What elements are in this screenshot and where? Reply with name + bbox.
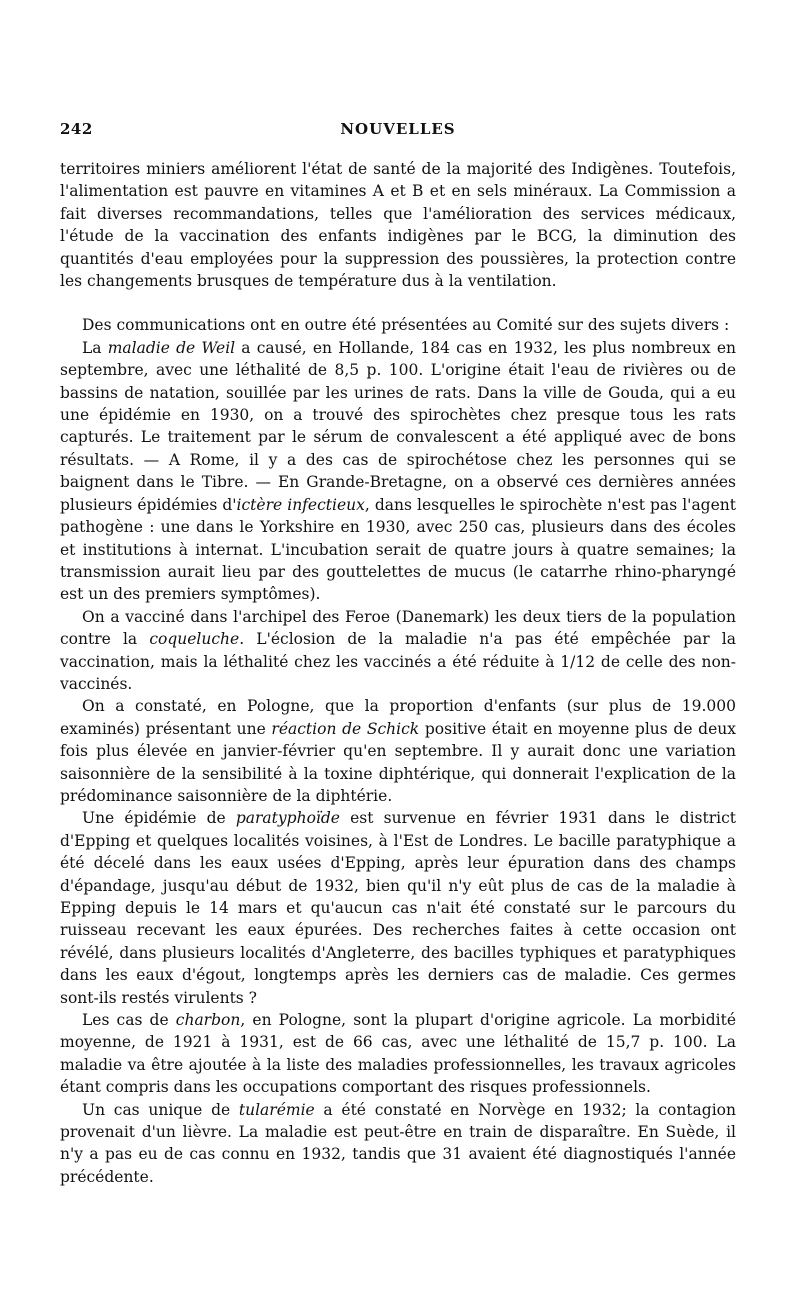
paragraph-schick-reaction xyxy=(60,695,736,807)
text-run: positive était en moyenne plus de deux fois plus élevée en janvier-février qu'en septembre. Il y aurait donc une variation saisonnière de la sensibilité à la toxine diphtérique, qui donnerait l'explication de la prédominance saisonnière de la diphtérie. xyxy=(60,719,736,805)
text-run: a été constaté en Norvège en 1932; la contagion provenait d'un lièvre. La maladie est peut-être en train de disparaître. En Suède, il n'y a pas eu de cas connu en 1932, tandis que 31 avaient été diagnostiqués l'année précédente. xyxy=(60,1100,736,1186)
italic-term: coqueluche xyxy=(149,630,240,649)
page-header xyxy=(60,118,736,142)
text-run: territoires miniers améliorent l'état de santé de la majorité des Indigènes. Toutefois, l'alimentation est pauvre en vitamines A et B et en sels minéraux. La Commission a fait diverses recommandations, telles que l'amélioration des services médicaux, l'étude de la vaccination des enfants indigènes par le BCG, la diminution des quantités d'eau employées pour la suppression des poussières, la protection contre les changements brusques de température dus à la ventilation. xyxy=(60,160,736,291)
italic-term: maladie de Weil xyxy=(107,338,236,357)
paragraph-weil-disease xyxy=(60,337,736,606)
paragraph-mining-territories xyxy=(60,158,736,292)
text-run: La xyxy=(82,338,108,357)
text-run: Les cas de xyxy=(82,1011,176,1030)
italic-term: tularémie xyxy=(238,1100,315,1119)
text-run: On a constaté, en Pologne, que la proportion d'enfants (sur plus de 19.000 examinés) présentant une xyxy=(60,697,736,738)
italic-term: ictère infectieux xyxy=(236,495,365,514)
paragraph-tularemia xyxy=(60,1099,736,1189)
italic-term: charbon xyxy=(175,1011,241,1030)
text-run: On a vacciné dans l'archipel des Feroe (Danemark) les deux tiers de la population contre la xyxy=(60,607,736,649)
document-page xyxy=(60,118,736,1188)
text-run: Une épidémie de xyxy=(82,809,236,828)
page-number: 242 xyxy=(60,120,93,138)
paragraph-whooping-cough xyxy=(60,606,736,696)
text-run: a causé, en Hollande, 184 cas en 1932, les plus nombreux en septembre, avec une léthalité de 8,5 p. 100. L'origine était l'eau de rivières ou de bassins de natation, souillée par les urines de rats. Dans la ville de Gouda, qui a eu une épidémie en 1930, on a trouvé des spirochètes chez presque tous les rats capturés. Le traitement par le sérum de convalescent a été appliqué avec de bons résultats. — A Rome, il y a des cas de spirochétose chez les personnes qui se baignent dans le Tibre. — En Grande-Bretagne, on a observé ces dernières années plusieurs épidémies d' xyxy=(60,338,736,514)
text-run: Un cas unique de xyxy=(82,1100,239,1119)
italic-term: réaction de Schick xyxy=(271,719,420,738)
paragraph-paratyphoid xyxy=(60,807,736,1009)
text-run: . L'éclosion de la maladie n'a pas été empêchée par la vaccination, mais la léthalité chez les vaccinés a été réduite à 1/12 de celle des non-vaccinés. xyxy=(60,630,737,693)
italic-term: paratyphoïde xyxy=(235,809,340,828)
text-run: , dans lesquelles le spirochète n'est pas l'agent pathogène : une dans le Yorkshire en 1930, avec 250 cas, plusieurs dans des écoles et institutions à internat. L'incubation serait de quatre jours à quatre semaines; la transmission aurait lieu par des gouttelettes de mucus (le catarrhe rhino-pharyngé est un des premiers symptômes). xyxy=(60,495,736,604)
running-title: NOUVELLES xyxy=(340,120,456,138)
text-run: Des communications ont en outre été présentées au Comité sur des sujets divers : xyxy=(82,316,730,335)
text-run: , en Pologne, sont la plupart d'origine agricole. La morbidité moyenne, de 1921 à 1931, est de 66 cas, avec une léthalité de 15,7 p. 100. La maladie va être ajoutée à la liste des maladies professionnelles, les travaux agricoles étant compris dans les occupations comportant des risques professionnels. xyxy=(60,1011,736,1097)
body-text xyxy=(60,158,736,1188)
paragraph-anthrax xyxy=(60,1009,736,1099)
paragraph-communications xyxy=(60,314,736,336)
text-run: est survenue en février 1931 dans le district d'Epping et quelques localités voisines, à l'Est de Londres. Le bacille paratyphique a été décelé dans les eaux usées d'Epping, après leur épuration dans des champs d'épandage, jusqu'au début de 1932, bien qu'il n'y eût plus de cas de la maladie à Epping depuis le 14 mars et qu'aucun cas n'ait été constaté sur le parcours du ruisseau recevant les eaux épurées. Des recherches faites à cette occasion ont révélé, dans plusieurs localités d'Angleterre, des bacilles typhiques et paratyphiques dans les eaux d'égout, longtemps après les derniers cas de maladie. Ces germes sont-ils restés virulents ? xyxy=(60,809,736,1007)
